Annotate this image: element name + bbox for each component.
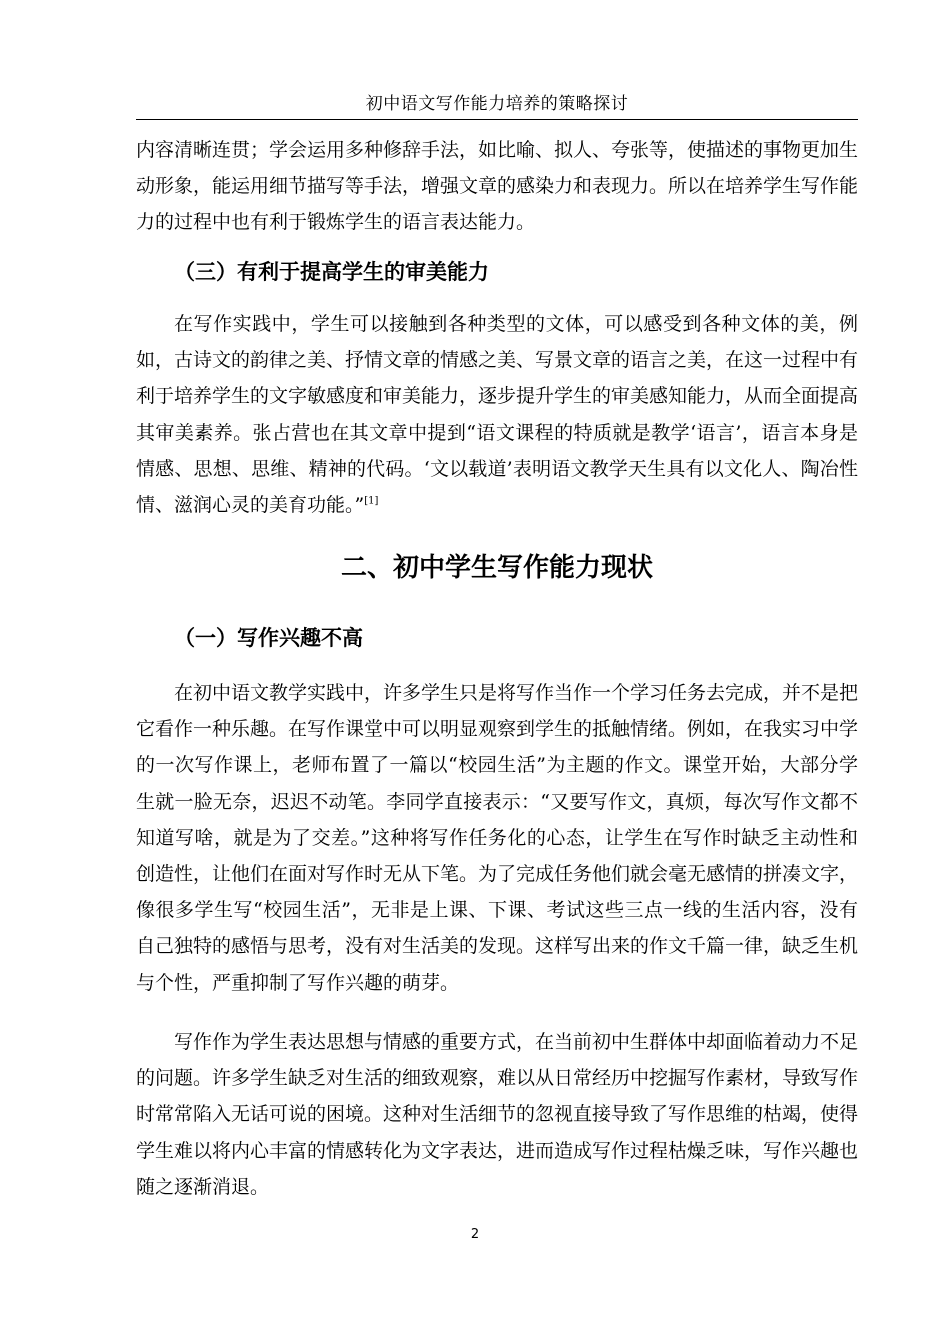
subheading-writing-interest: （一）写作兴趣不高 <box>174 626 363 650</box>
paragraph-aesthetic-text: 在写作实践中，学生可以接触到各种类型的文体，可以感受到各种文体的美，例如，古诗文的韵律之美、抒情文章的情感之美、写景文章的语言之美，在这一过程中有利于培养学生的文字敏感度和审美能力，逐步提升学生的审美感知能力，从而全面提高其审美素养。张占营也在其文章中提到“语文课程的特质就是教学‘语言’，语言本身是情感、思想、思维、精神的代码。‘文以载道’表明语文教学天生具有以文化人、陶冶性情、滋润心灵的美育功能。” <box>136 313 859 517</box>
paragraph-writing-interest: 在初中语文教学实践中，许多学生只是将写作当作一个学习任务去完成，并不是把它看作一种乐趣。在写作课堂中可以明显观察到学生的抵触情绪。例如，在我实习中学的一次写作课上，老师布置了一篇以“校园生活”为主题的作文。课堂开始，大部分学生就一脸无奈，迟迟不动笔。李同学直接表示：“又要写作文，真烦，每次写作文都不知道写啥，就是为了交差。”这种将写作任务化的心态，让学生在写作时缺乏主动性和创造性，让他们在面对写作时无从下笔。为了完成任务他们就会毫无感情的拼凑文字，像很多学生写“校园生活”，无非是上课、下课、考试这些三点一线的生活内容，没有自己独特的感悟与思考，没有对生活美的发现。这样写出来的作文千篇一律，缺乏生机与个性，严重抑制了写作兴趣的萌芽。 <box>136 682 859 994</box>
paragraph-writing-motivation: 写作作为学生表达思想与情感的重要方式，在当前初中生群体中却面临着动力不足的问题。许多学生缺乏对生活的细致观察，难以从日常经历中挖掘写作素材，导致写作时常常陷入无话可说的困境。这种对生活细节的忽视直接导致了写作思维的枯竭，使得学生难以将内心丰富的情感转化为文字表达，进而造成写作过程枯燥乏味，写作兴趣也随之逐渐消退。 <box>136 1031 859 1198</box>
paragraph-aesthetic <box>136 306 858 523</box>
section-heading-writing-status: 二、初中学生写作能力现状 <box>340 553 653 583</box>
subheading-aesthetic-ability: （三）有利于提高学生的审美能力 <box>174 260 489 284</box>
page-number: 2 <box>470 1227 480 1242</box>
paragraph-continued: 内容清晰连贯；学会运用多种修辞手法，如比喻、拟人、夸张等，使描述的事物更加生动形象，能运用细节描写等手法，增强文章的感染力和表现力。所以在培养学生写作能力的过程中也有利于锻炼学生的语言表达能力。 <box>136 139 859 234</box>
citation-ref: [1] <box>364 495 379 507</box>
header-rule <box>136 119 858 120</box>
running-header: 初中语文写作能力培养的策略探讨 <box>365 94 629 114</box>
